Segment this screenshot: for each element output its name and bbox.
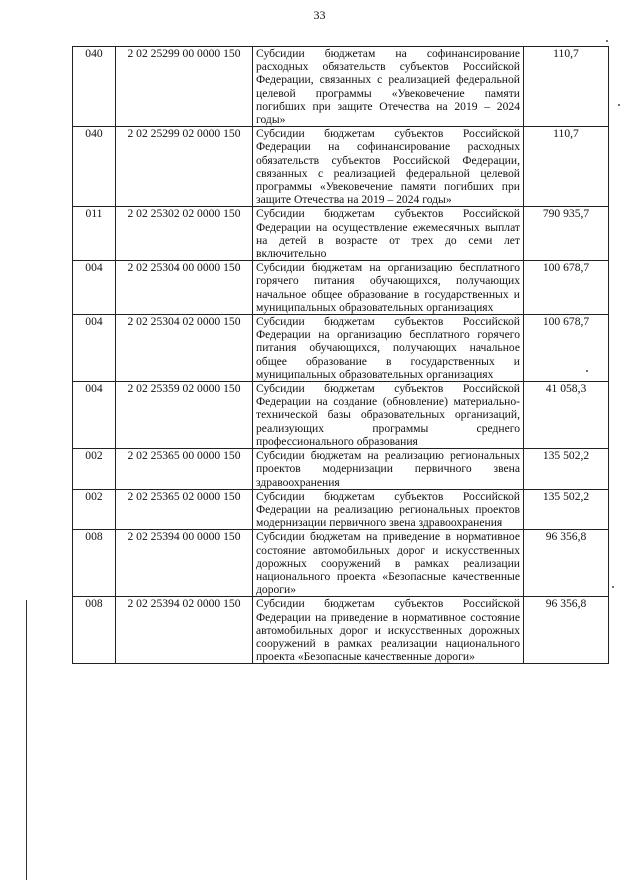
- row-code-cell: 008: [73, 530, 116, 597]
- row-code-cell: 002: [73, 489, 116, 530]
- row-kbk-cell: 2 02 25365 02 0000 150: [116, 489, 253, 530]
- scan-artifact-dot: [612, 586, 614, 588]
- budget-table: [72, 46, 609, 664]
- scan-artifact-line: [26, 600, 27, 880]
- table-row: [73, 315, 609, 382]
- row-code-cell: 040: [73, 47, 116, 127]
- row-code-cell: 011: [73, 207, 116, 261]
- row-amount-cell: 41 058,3: [524, 382, 609, 449]
- row-amount-cell: 96 356,8: [524, 597, 609, 664]
- row-amount-cell: 135 502,2: [524, 489, 609, 530]
- page-number: 33: [313, 8, 326, 22]
- row-code-cell: 040: [73, 127, 116, 207]
- table-row: [73, 47, 609, 127]
- table-row: [73, 489, 609, 530]
- row-code-cell: 008: [73, 597, 116, 664]
- row-amount-cell: 790 935,7: [524, 207, 609, 261]
- row-amount-cell: 110,7: [524, 47, 609, 127]
- scan-artifact-dot: [606, 40, 608, 42]
- row-name-cell: Субсидии бюджетам субъектов Российской Федерации на софинансирование расходных обязательств субъектов Российской Федерации, связанных с реализацией федеральной целевой программы «Увековечение памяти погибших при защите Отечества на 2019 – 2024 годы»: [253, 127, 524, 207]
- row-name-cell: Субсидии бюджетам субъектов Российской Федерации на организацию бесплатного горячего питания обучающихся, получающих начальное общее образование в государственных и муниципальных образовательных организациях: [253, 315, 524, 382]
- table-row: [73, 597, 609, 664]
- table-row: [73, 127, 609, 207]
- row-amount-cell: 110,7: [524, 127, 609, 207]
- row-kbk-cell: 2 02 25299 00 0000 150: [116, 47, 253, 127]
- table-row: [73, 449, 609, 490]
- row-kbk-cell: 2 02 25304 00 0000 150: [116, 261, 253, 315]
- row-kbk-cell: 2 02 25359 02 0000 150: [116, 382, 253, 449]
- row-kbk-cell: 2 02 25299 02 0000 150: [116, 127, 253, 207]
- row-name-cell: Субсидии бюджетам субъектов Российской Федерации на приведение в нормативное состояние автомобильных дорог и искусственных дорожных сооружений в рамках реализации национального проекта «Безопасные качественные дороги»: [253, 597, 524, 664]
- table-row: [73, 530, 609, 597]
- row-code-cell: 002: [73, 449, 116, 490]
- row-amount-cell: 100 678,7: [524, 261, 609, 315]
- row-amount-cell: 100 678,7: [524, 315, 609, 382]
- row-name-cell: Субсидии бюджетам на приведение в нормативное состояние автомобильных дорог и искусственных дорожных сооружений в рамках реализации национального проекта «Безопасные качественные дороги»: [253, 530, 524, 597]
- row-amount-cell: 135 502,2: [524, 449, 609, 490]
- row-code-cell: 004: [73, 382, 116, 449]
- scan-artifact-dot: [618, 104, 620, 106]
- row-code-cell: 004: [73, 315, 116, 382]
- row-kbk-cell: 2 02 25365 00 0000 150: [116, 449, 253, 490]
- table-row: [73, 207, 609, 261]
- row-code-cell: 004: [73, 261, 116, 315]
- row-kbk-cell: 2 02 25304 02 0000 150: [116, 315, 253, 382]
- row-name-cell: Субсидии бюджетам на реализацию региональных проектов модернизации первичного звена здравоохранения: [253, 449, 524, 490]
- row-kbk-cell: 2 02 25394 02 0000 150: [116, 597, 253, 664]
- row-name-cell: Субсидии бюджетам субъектов Российской Федерации на осуществление ежемесячных выплат на детей в возрасте от трех до семи лет включительно: [253, 207, 524, 261]
- row-kbk-cell: 2 02 25302 02 0000 150: [116, 207, 253, 261]
- row-name-cell: Субсидии бюджетам субъектов Российской Федерации на создание (обновление) материально-технической базы образовательных организаций, реализующих программы среднего профессионального образования: [253, 382, 524, 449]
- table-body: [73, 47, 609, 664]
- table-row: [73, 382, 609, 449]
- scan-artifact-dot: [586, 370, 588, 372]
- row-name-cell: Субсидии бюджетам субъектов Российской Федерации на реализацию региональных проектов модернизации первичного звена здравоохранения: [253, 489, 524, 530]
- row-name-cell: Субсидии бюджетам на организацию бесплатного горячего питания обучающихся, получающих начальное общее образование в государственных и муниципальных образовательных организациях: [253, 261, 524, 315]
- row-kbk-cell: 2 02 25394 00 0000 150: [116, 530, 253, 597]
- row-name-cell: Субсидии бюджетам на софинансирование расходных обязательств субъектов Российской Федерации, связанных с реализацией федеральной целевой программы «Увековечение памяти погибших при защите Отечества на 2019 – 2024 годы»: [253, 47, 524, 127]
- row-amount-cell: 96 356,8: [524, 530, 609, 597]
- table-row: [73, 261, 609, 315]
